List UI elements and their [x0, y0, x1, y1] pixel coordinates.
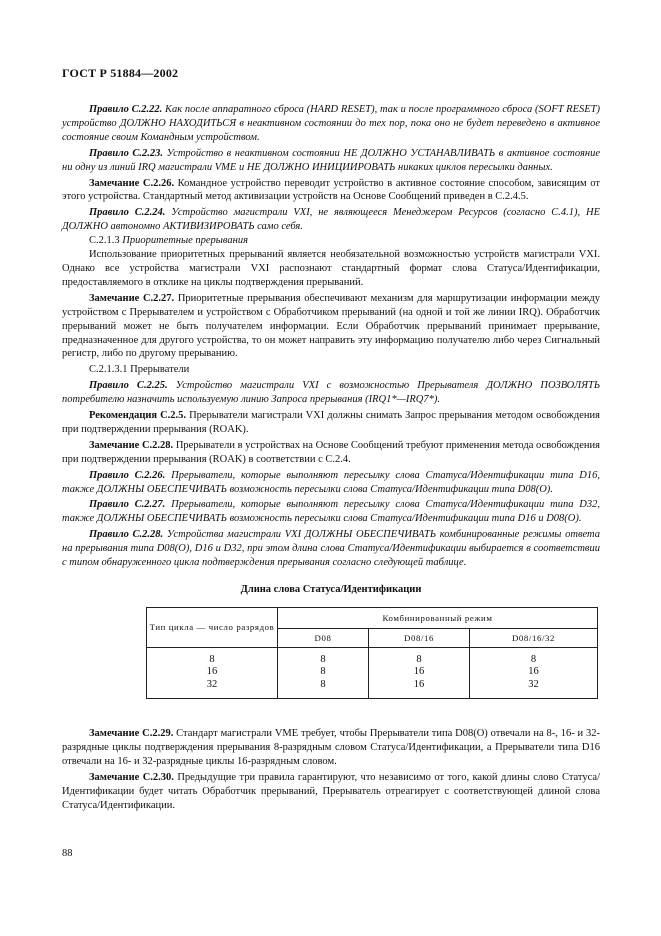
table-cell: 32: [206, 678, 218, 690]
note-text: Приоритетные прерывания обеспечивают механизм для маршрутизации информации между устройством с Прерывателем и устройством с Обработчиком прерываний (на одной и той же линии IRQ). Обработчик прерываний может не быть получателем информации. Если Обработчик прерываний принимает прерывание, предназначенное для другого устройства, то он может направить эту информацию получателю либо через Сигнальный регистр, либо по другому прерыванию.: [62, 292, 601, 360]
table-cell: 8: [320, 653, 326, 665]
rule-text: Прерыватели, которые выполняют пересылку слова Статуса/Идентификации типа D16, также ДОЛЖНЫ ОБЕСПЕЧИВАТЬ возможность пересылки слова Статуса/Идентификации типа D08(О).: [62, 469, 600, 495]
table-cell: 8: [416, 653, 422, 665]
rule-c2-23: [62, 147, 600, 175]
rule-c2-28: [62, 528, 600, 570]
rule-text: Как после аппаратного сброса (HARD RESET), так и после программного сброса (SOFT RESET) устройство ДОЛЖНО НАХОДИТЬСЯ в неактивном состоянии до тех пор, пока оно не будет переведено в активное состояние своим Командным устройством.: [62, 104, 600, 143]
table-header-cycle-type: Тип цикла — число разрядов: [147, 607, 278, 647]
paragraph-priority-interrupts: Использование приоритетных прерываний является необязательной возможностью устройств магистрали VXI. Однако все устройства магистрали VXI распознают стандартный формат слова Статуса/Идентификации, предоставляемого в отклике на циклы подтверждения прерываний.: [62, 249, 600, 288]
rule-c2-22: [62, 103, 600, 145]
section-c2-1-3-1: С.2.1.3.1 Прерыватели: [89, 364, 190, 376]
note-text: Командное устройство переводит устройство в активное состояние способом, зависящим от этого устройства. Стандартный метод активизации устройств на Основе Сообщений приведен в С.2.4.5.: [62, 177, 600, 203]
note-c2-29: [62, 727, 600, 769]
note-text: Прерыватели в устройствах на Основе Сообщений требуют применения метода освобождения при подтверждении прерывания (ROAK) в соответствии с С.2.4.: [62, 439, 600, 465]
note-c2-26: [62, 177, 600, 205]
rule-c2-26: [62, 469, 600, 497]
table-cell: 8: [320, 678, 326, 690]
table-cell: 32: [528, 678, 539, 690]
rule-c2-24: [62, 206, 600, 234]
rule-text: Устройство магистрали VXI с возможностью Прерывателя ДОЛЖНО ПОЗВОЛЯТЬ потребителю назначить используемую линию Запроса прерывания (IRQ1*—IRQ7*).: [62, 380, 601, 406]
note-label: Замечание С.2.29.: [89, 728, 174, 740]
table-header-combined-mode: Комбинированный режим: [278, 607, 598, 628]
rule-c2-27: [62, 498, 600, 526]
table-cell: 8: [530, 653, 537, 665]
note-label: Замечание С.2.27.: [89, 292, 175, 304]
table-subheader: D08/16: [369, 628, 470, 647]
document-header: ГОСТ Р 51884—2002: [62, 66, 179, 80]
table-cell: 16: [413, 678, 425, 690]
rule-label: Правило С.2.22.: [89, 104, 163, 115]
table-cell: 16: [528, 666, 539, 678]
note-label: Замечание С.2.30.: [89, 772, 174, 784]
rule-label: Правило С.2.23.: [89, 147, 164, 159]
rule-label: Правило С.2.26.: [89, 469, 166, 481]
rule-text: Прерыватели, которые выполняют пересылку слова Статуса/Идентификации типа D32, также ДОЛЖНЫ ОБЕСПЕЧИВАТЬ возможность пересылки слова Статуса/Идентификации типа D16 и D08(О).: [62, 499, 600, 525]
table-cell: 16: [206, 666, 218, 678]
section-title: Приоритетные прерывания: [122, 235, 248, 247]
recommendation-text: Прерыватели магистрали VXI должны снимать Запрос прерывания методом освобождения при подтверждении прерывания (ROAK).: [62, 410, 600, 435]
rule-text: Устройство магистрали VXI, не являющееся Менеджером Ресурсов (согласно С.4.1), НЕ ДОЛЖНО автономно АКТИВИЗИРОВАТЬ само себя.: [62, 207, 601, 233]
document-page: [62, 66, 600, 813]
rule-text: Устройства магистрали VXI ДОЛЖНЫ ОБЕСПЕЧИВАТЬ комбинированные режимы ответа на прерывания типа D08(О), D16 и D32, при этом длина слова Статуса/Идентификации выбирается в соответствии с типом обнаруженного цикла подтверждения прерывания согласно следующей таблице.: [62, 529, 601, 569]
note-c2-28: [62, 439, 600, 467]
table-cell: 8: [209, 653, 215, 665]
table-column-d08: [278, 647, 369, 699]
recommendation-c2-5: [62, 409, 600, 437]
table-cell: 16: [413, 666, 425, 678]
status-id-length-table: [146, 607, 598, 700]
table-subheader: D08: [278, 628, 369, 647]
table-caption: Длина слова Статуса/Идентификации: [240, 584, 422, 595]
note-label: Замечание С.2.26.: [89, 177, 175, 189]
rule-label: Правило С.2.25.: [89, 380, 168, 392]
note-c2-27: [62, 292, 600, 362]
note-text: Стандарт магистрали VME требует, чтобы Прерыватели типа D08(О) отвечали на 8-, 16- и 32-разрядные циклы подтверждения прерывания 8-разрядным словом Статуса/Идентификации, а Прерыватели типа D16 отвечали на 16- и 32-разрядные циклы 16-разрядным словом.: [62, 728, 600, 768]
rule-label: Правило С.2.24.: [89, 207, 166, 219]
note-label: Замечание С.2.28.: [89, 439, 174, 451]
rule-c2-25: [62, 379, 600, 407]
document-body: [62, 103, 600, 813]
note-c2-30: [62, 771, 600, 813]
table-column-d08-16-32: [470, 647, 598, 699]
page-number: 88: [62, 848, 73, 859]
rule-label: Правило С.2.27.: [89, 499, 166, 511]
note-text: Предыдущие три правила гарантируют, что независимо от того, какой длины слово Статуса/Идентификации будет читать Обработчик прерываний, Прерыватель отреагирует с соответствующей длиной слова Статуса/Идентификации.: [62, 772, 601, 811]
table-cell: 8: [320, 666, 326, 678]
rule-text: Устройство в неактивном состоянии НЕ ДОЛЖНО УСТАНАВЛИВАТЬ в активное состояние ни одну из линий IRQ магистрали VME и НЕ ДОЛЖНО ИНИЦИИРОВАТЬ никаких циклов пересылки данных.: [62, 147, 600, 173]
section-c2-1-3: [62, 234, 600, 248]
table-column-cycle-type: [147, 647, 278, 699]
section-number: С.2.1.3: [89, 235, 120, 247]
rule-label: Правило С.2.28.: [89, 529, 164, 541]
recommendation-label: Рекомендация С.2.5.: [89, 410, 187, 422]
table-subheader: D08/16/32: [470, 628, 598, 647]
table-column-d08-16: [369, 647, 470, 699]
